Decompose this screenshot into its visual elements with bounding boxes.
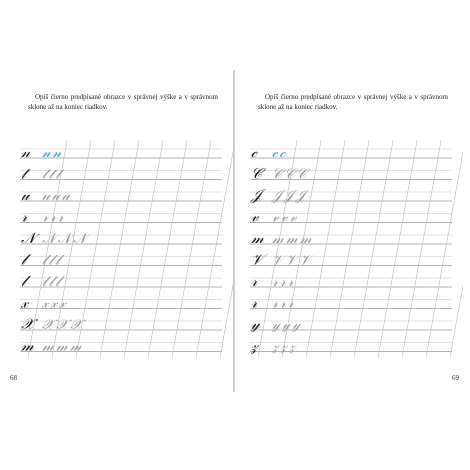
left-slant-line-4 bbox=[124, 140, 163, 358]
left-slant-line-3 bbox=[100, 140, 139, 358]
right-model-letter-3: 𝓋 bbox=[251, 207, 259, 226]
right-trace-letters-0: 𝒸𝒸 bbox=[272, 145, 288, 161]
right-page-number: 69 bbox=[452, 374, 459, 382]
left-trace-letters-0: 𝓃𝓃 bbox=[42, 145, 64, 161]
left-model-letter-0: 𝓃 bbox=[21, 143, 31, 161]
right-slant-line-2 bbox=[306, 140, 345, 358]
left-model-letter-1: 𝓉 bbox=[21, 164, 27, 183]
left-trace-letters-2: 𝓊𝓊𝓊 bbox=[42, 188, 72, 204]
right-page bbox=[238, 70, 463, 392]
right-model-letter-7: 𝓇 bbox=[251, 293, 258, 312]
left-trace-letters-6: 𝓁𝓁𝓁 bbox=[42, 274, 62, 290]
right-slant-line-6 bbox=[402, 140, 441, 358]
right-model-letter-0: 𝒸 bbox=[251, 143, 258, 161]
left-model-letter-6: 𝓁 bbox=[21, 272, 26, 290]
left-model-letter-9: 𝓂 bbox=[21, 336, 34, 355]
left-model-letter-2: 𝓊 bbox=[21, 186, 30, 204]
right-model-letter-5: 𝒱 bbox=[251, 250, 264, 269]
right-writing-lines bbox=[238, 70, 463, 392]
left-slant-line-7 bbox=[196, 140, 233, 358]
left-slant-line-6 bbox=[172, 140, 211, 358]
right-slant-line-3 bbox=[330, 140, 369, 358]
left-instruction: Opíš čierno predpísané obrazce v správnej výške a v správnom sklone až na koniec riadkov. bbox=[28, 93, 218, 111]
right-slant-line-7 bbox=[426, 140, 463, 358]
right-slant-line-4 bbox=[354, 140, 393, 358]
right-model-letter-8: 𝓎 bbox=[251, 315, 260, 333]
right-model-letter-6: 𝓇 bbox=[251, 272, 258, 290]
left-slant-line-8 bbox=[220, 140, 233, 358]
left-trace-letters-7: 𝓍𝓍𝓍 bbox=[42, 295, 68, 312]
right-model-letter-4: 𝓂 bbox=[251, 229, 264, 247]
left-model-letter-5: 𝓁 bbox=[21, 250, 26, 269]
right-slant-line-5 bbox=[378, 140, 417, 358]
right-trace-letters-6: 𝓇𝓇𝓇 bbox=[272, 274, 296, 290]
right-trace-letters-1: 𝒞𝒞𝒞 bbox=[272, 166, 309, 183]
left-trace-letters-5: 𝓁𝓁𝓁 bbox=[42, 252, 62, 269]
right-slant-line-8 bbox=[450, 140, 463, 358]
right-trace-letters-5: 𝒱𝒱𝒱 bbox=[272, 252, 313, 269]
left-trace-letters-1: 𝓉𝓉𝓉 bbox=[42, 166, 63, 183]
right-instruction: Opíš čierno predpísané obrazce v správnej výške a v správnom sklone až na koniec riadkov. bbox=[258, 93, 448, 111]
left-trace-letters-9: 𝓂𝓂𝓂 bbox=[42, 338, 84, 355]
right-trace-letters-7: 𝓇𝓇𝓇 bbox=[272, 295, 296, 312]
right-trace-letters-9: 𝓏𝓏𝓏 bbox=[272, 338, 298, 355]
left-page bbox=[8, 70, 233, 392]
left-trace-letters-3: 𝓇𝓇𝓇 bbox=[42, 209, 66, 226]
left-trace-letters-4: 𝒩𝒩𝒩 bbox=[42, 231, 89, 247]
left-slant-line-5 bbox=[148, 140, 187, 358]
left-page-number: 68 bbox=[10, 374, 17, 382]
book-gutter bbox=[233, 70, 235, 392]
right-trace-letters-4: 𝓂𝓂𝓂 bbox=[272, 231, 314, 247]
right-trace-letters-2: 𝒥𝒥𝒥 bbox=[272, 188, 307, 204]
right-trace-letters-8: 𝓎𝓎𝓎 bbox=[272, 317, 303, 333]
right-model-letter-9: 𝓏 bbox=[251, 336, 258, 355]
right-model-letter-1: 𝒞 bbox=[251, 164, 262, 183]
left-writing-lines bbox=[8, 70, 233, 392]
left-model-letter-7: 𝓍 bbox=[21, 293, 29, 312]
left-model-letter-8: 𝒳 bbox=[21, 315, 34, 333]
right-trace-letters-3: 𝓋𝓋𝓋 bbox=[272, 209, 299, 226]
right-model-letter-2: 𝒥 bbox=[251, 186, 262, 204]
left-model-letter-3: 𝓇 bbox=[21, 207, 28, 226]
left-trace-letters-8: 𝒳𝒳𝒳 bbox=[42, 317, 85, 333]
left-model-letter-4: 𝒩 bbox=[21, 229, 36, 247]
